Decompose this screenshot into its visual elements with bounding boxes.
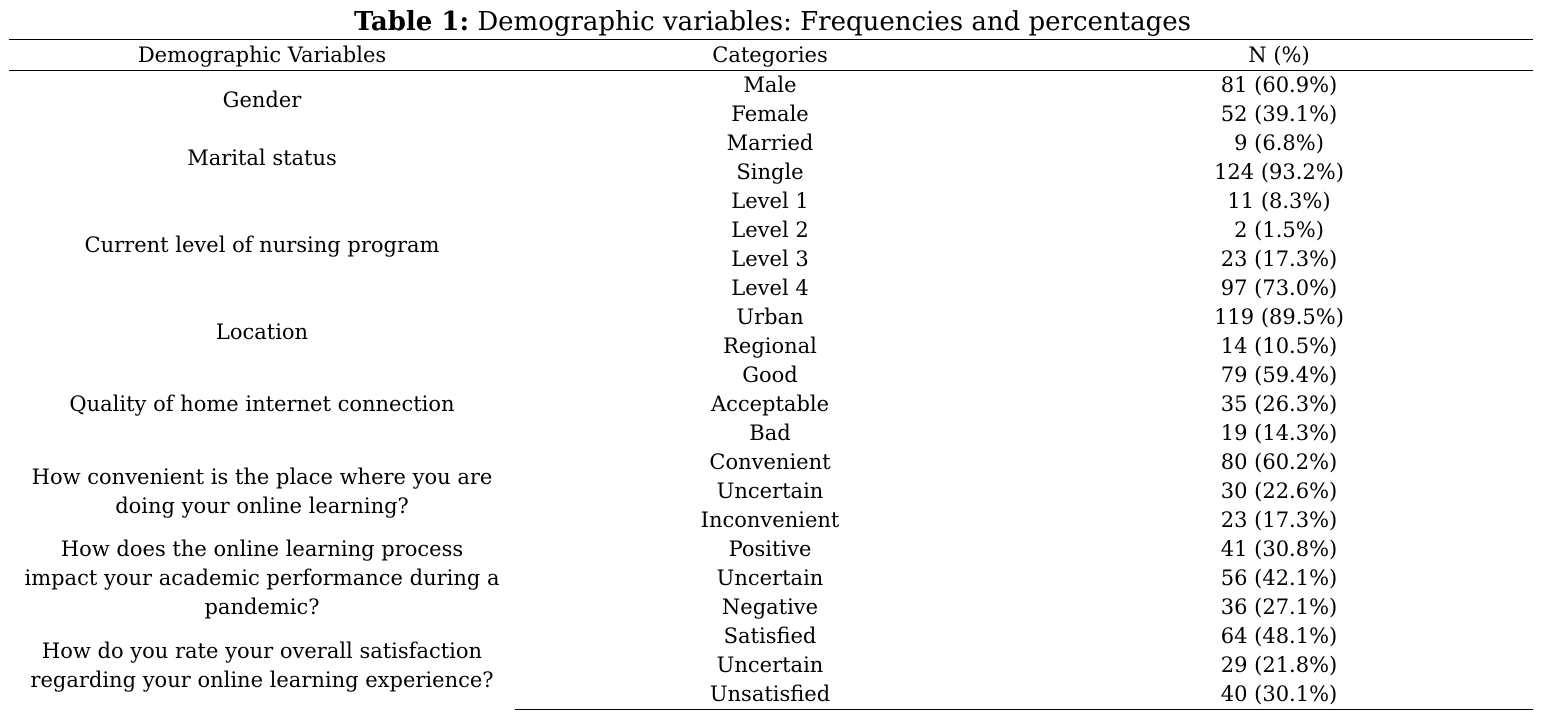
category-cell: Male bbox=[743, 73, 797, 97]
variable-cell: How does the online learning process impact your academic performance during a pandemic? bbox=[24, 537, 500, 619]
header-row bbox=[9, 40, 1533, 71]
caption-label: Table 1: bbox=[354, 7, 470, 37]
table-row bbox=[9, 303, 1533, 332]
n-cell: 97 (73.0%) bbox=[1220, 276, 1338, 300]
variable-cell: Location bbox=[215, 319, 309, 344]
n-cell: 30 (22.6%) bbox=[1220, 479, 1338, 503]
n-cell: 80 (60.2%) bbox=[1220, 450, 1338, 474]
header-variable: Demographic Variables bbox=[9, 40, 515, 71]
category-cell: Positive bbox=[728, 537, 812, 561]
table-row bbox=[9, 622, 1533, 651]
n-cell: 14 (10.5%) bbox=[1220, 334, 1338, 358]
variable-cell: Marital status bbox=[187, 145, 337, 170]
n-cell: 9 (6.8%) bbox=[1234, 131, 1324, 155]
table-row bbox=[9, 187, 1533, 216]
header-n: N (%) bbox=[1025, 40, 1533, 71]
n-cell: 35 (26.3%) bbox=[1220, 392, 1338, 416]
n-cell: 52 (39.1%) bbox=[1220, 102, 1338, 126]
n-cell: 56 (42.1%) bbox=[1220, 566, 1338, 590]
category-cell: Acceptable bbox=[710, 392, 830, 416]
n-cell: 81 (60.9%) bbox=[1220, 73, 1338, 97]
caption-title: Demographic variables: Frequencies and percentages bbox=[477, 7, 1191, 37]
variable-cell: How convenient is the place where you are doing your online learning? bbox=[31, 464, 493, 518]
category-cell: Inconvenient bbox=[700, 508, 840, 532]
n-cell: 79 (59.4%) bbox=[1220, 363, 1338, 387]
category-cell: Level 1 bbox=[731, 189, 809, 213]
variable-cell: How do you rate your overall satisfaction regarding your online learning experience? bbox=[30, 638, 494, 692]
category-cell: Married bbox=[726, 131, 814, 155]
category-cell: Negative bbox=[721, 595, 819, 619]
table-body bbox=[9, 71, 1533, 710]
category-cell: Unsatisfied bbox=[515, 680, 1025, 710]
category-cell: Urban bbox=[736, 305, 804, 329]
table-row bbox=[9, 71, 1533, 101]
n-cell: 29 (21.8%) bbox=[1220, 653, 1338, 677]
header-category: Categories bbox=[515, 40, 1025, 71]
variable-cell: Current level of nursing program bbox=[84, 232, 440, 257]
table-row bbox=[9, 361, 1533, 390]
category-cell: Female bbox=[731, 102, 809, 126]
category-cell: Uncertain bbox=[716, 479, 824, 503]
n-cell: 40 (30.1%) bbox=[1025, 680, 1533, 710]
category-cell: Uncertain bbox=[716, 566, 824, 590]
table-row bbox=[9, 535, 1533, 564]
n-cell: 23 (17.3%) bbox=[1220, 247, 1338, 271]
n-cell: 2 (1.5%) bbox=[1234, 218, 1324, 242]
category-cell: Bad bbox=[749, 421, 791, 445]
category-cell: Regional bbox=[723, 334, 817, 358]
n-cell: 119 (89.5%) bbox=[1214, 305, 1344, 329]
demographics-table bbox=[9, 39, 1533, 710]
table-row bbox=[9, 129, 1533, 158]
variable-cell: Quality of home internet connection bbox=[69, 392, 455, 416]
category-cell: Good bbox=[742, 363, 798, 387]
table-row bbox=[9, 448, 1533, 477]
n-cell: 23 (17.3%) bbox=[1220, 508, 1338, 532]
category-cell: Uncertain bbox=[716, 653, 824, 677]
table-header bbox=[9, 40, 1533, 71]
category-cell: Level 3 bbox=[731, 247, 809, 271]
n-cell: 19 (14.3%) bbox=[1220, 421, 1338, 445]
n-cell: 11 (8.3%) bbox=[1227, 189, 1331, 213]
category-cell: Level 4 bbox=[731, 276, 809, 300]
n-cell: 36 (27.1%) bbox=[1220, 595, 1338, 619]
variable-cell: Gender bbox=[222, 87, 302, 112]
category-cell: Satisfied bbox=[723, 624, 817, 648]
table-caption bbox=[0, 6, 1545, 38]
n-cell: 64 (48.1%) bbox=[1220, 624, 1338, 648]
category-cell: Single bbox=[736, 160, 804, 184]
n-cell: 124 (93.2%) bbox=[1214, 160, 1344, 184]
n-cell: 41 (30.8%) bbox=[1220, 537, 1338, 561]
category-cell: Level 2 bbox=[731, 218, 809, 242]
category-cell: Convenient bbox=[709, 450, 831, 474]
